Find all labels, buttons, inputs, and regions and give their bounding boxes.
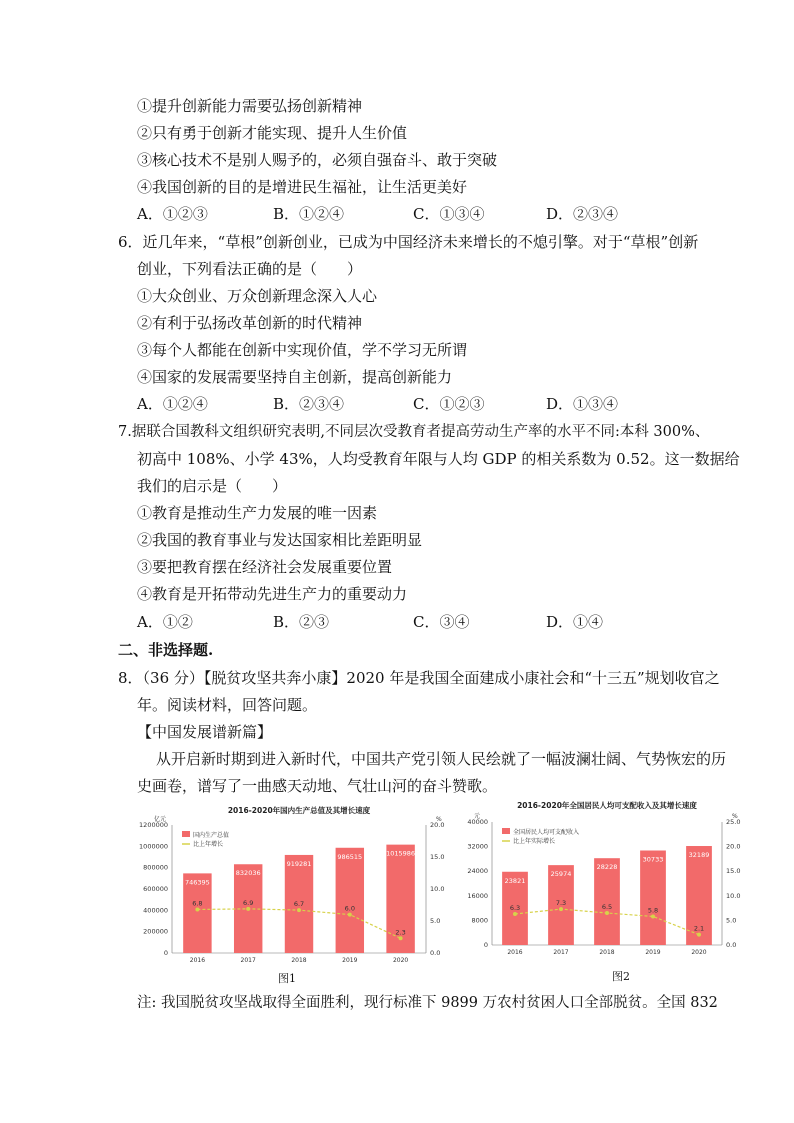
chart-2-bar-value-label: 23821 xyxy=(504,876,526,885)
chart-1-ytick-label: 1000000 xyxy=(139,842,168,851)
chart-1-bar-value-label: 832036 xyxy=(235,869,261,878)
chart-1-category-label: 2019 xyxy=(342,957,358,964)
q5-item-1: ①提升创新能力需要弘扬创新精神 xyxy=(137,97,363,115)
chart-2-growth-point xyxy=(513,912,517,916)
chart-2-bar-value-label: 25974 xyxy=(550,870,572,879)
chart-2-y-unit: 元 xyxy=(474,813,481,820)
chart-1-growth-point xyxy=(246,907,250,911)
chart-1-legend-line-label: 比上年增长 xyxy=(193,841,224,848)
q7-item-1: ①教育是推动生产力发展的唯一因素 xyxy=(137,504,378,522)
chart-1-ytick-label: 600000 xyxy=(143,885,168,893)
chart-2-category-label: 2019 xyxy=(645,949,661,956)
chart-2-growth-value-label: 6.3 xyxy=(509,904,521,913)
q8-sub-title: 【中国发展谱新篇】 xyxy=(137,723,273,741)
chart-1-y2tick-label: 0.0 xyxy=(430,949,441,957)
chart-2-y2tick-label: 0.0 xyxy=(726,941,737,949)
chart-2-category-label: 2020 xyxy=(691,949,707,956)
q8-stem-line-2: 年。阅读材料，回答问题。 xyxy=(137,696,318,714)
chart-1-growth-point xyxy=(195,907,199,911)
chart-2-y2tick-label: 10.0 xyxy=(726,891,741,900)
q5-option-c: C．①③④ xyxy=(413,205,485,223)
chart-1-ytick-label: 1200000 xyxy=(139,821,168,829)
q7-stem-line-3: 我们的启示是（ ） xyxy=(137,477,288,495)
q6-stem-line-2: 创业，下列看法正确的是（ ） xyxy=(137,260,363,278)
chart-1-category-label: 2016 xyxy=(189,957,206,964)
chart-1-y2tick-label: 20.0 xyxy=(430,821,445,829)
q7-option-a: A．①② xyxy=(137,613,193,631)
chart-1-growth-point xyxy=(348,913,352,917)
q8-para-line-1: 从开启新时期到进入新时代，中国共产党引领人民绘就了一幅波澜壮阔、气势恢宏的历 xyxy=(156,750,727,768)
chart-2-growth-value-label: 5.8 xyxy=(647,906,659,915)
chart-2-growth-value-label: 6.5 xyxy=(601,903,613,912)
chart-2-bar-value-label: 32189 xyxy=(688,851,710,860)
q6-option-c: C．①②③ xyxy=(413,395,485,413)
chart-2-svg xyxy=(458,800,750,962)
chart-2-growth-point xyxy=(605,911,609,915)
chart-2-growth-point xyxy=(651,914,655,918)
chart-1-svg xyxy=(138,805,456,967)
chart-1-ytick-label: 800000 xyxy=(143,863,168,872)
q7-stem-line-1: 7.据联合国教科文组织研究表明,不同层次受教育者提高劳动生产率的水平不同:本科 300%、 xyxy=(118,424,710,440)
chart-2-growth-value-label: 2.1 xyxy=(693,924,705,933)
note-line: 注: 我国脱贫攻坚战取得全面胜利，现行标准下 9899 万农村贫困人口全部脱贫。全国 832 xyxy=(137,995,718,1011)
q7-option-c: C．③④ xyxy=(413,613,470,631)
chart-1 xyxy=(138,805,456,967)
chart-1-title: 2016-2020年国内生产总值及其增长速度 xyxy=(227,806,371,815)
chart-2-ytick-label: 8000 xyxy=(471,916,488,925)
q6-item-3: ③每个人都能在创新中实现价值，学不学习无所谓 xyxy=(137,341,468,359)
chart-2-legend-line-label: 比上年实际增长 xyxy=(513,838,556,845)
q5-option-b: B．①②④ xyxy=(273,205,345,223)
q7-option-b: B．②③ xyxy=(273,613,330,631)
q6-item-4: ④国家的发展需要坚持自主创新，提高创新能力 xyxy=(137,368,453,386)
chart-2-bar xyxy=(640,850,666,945)
chart-2-legend-swatch-bar xyxy=(502,828,510,834)
chart-1-ytick-label: 200000 xyxy=(143,927,168,936)
chart-2-category-label: 2016 xyxy=(507,949,523,956)
chart-2-growth-value-label: 7.3 xyxy=(555,899,567,908)
chart-2-ytick-label: 32000 xyxy=(467,842,488,851)
q7-stem-line-2: 初高中 108%、小学 43%，人均受教育年限与人均 GDP 的相关系数为 0.52。这一数据给 xyxy=(137,450,740,468)
q6-option-d: D．①③④ xyxy=(546,395,619,413)
chart-2-ytick-label: 24000 xyxy=(467,867,488,876)
chart-1-ytick-label: 0 xyxy=(163,949,168,957)
chart-1-bar xyxy=(336,848,364,953)
chart-1-growth-value-label: 2.3 xyxy=(395,928,406,937)
chart-1-y-unit: 亿元 xyxy=(154,816,167,823)
chart-1-y2-unit: % xyxy=(436,816,442,823)
chart-2-ytick-label: 0 xyxy=(483,941,488,949)
chart-2-title: 2016-2020年全国居民人均可支配收入及其增长速度 xyxy=(517,801,697,810)
chart-1-category-label: 2020 xyxy=(392,957,409,964)
chart-1-growth-value-label: 6.9 xyxy=(243,898,254,907)
chart-2-growth-point xyxy=(697,933,701,937)
q5-option-d: D．②③④ xyxy=(546,205,619,223)
chart-2-y2tick-label: 15.0 xyxy=(726,867,741,876)
chart-1-bar-value-label: 986515 xyxy=(337,852,363,861)
chart-1-bar-value-label: 746395 xyxy=(184,878,210,887)
chart-1-growth-point xyxy=(399,936,403,940)
q7-option-d: D．①④ xyxy=(546,613,604,631)
section-title: 二、非选择题. xyxy=(118,641,214,659)
chart-1-growth-value-label: 6.7 xyxy=(293,900,305,909)
chart-2-ytick-label: 40000 xyxy=(467,818,488,826)
fig-1-label: 图1 xyxy=(278,972,296,985)
chart-2-category-label: 2018 xyxy=(599,949,615,956)
q8-stem-line-1: 8．（36 分）【脱贫攻坚共奔小康】2020 年是我国全面建成小康社会和“十三五”规划收官之 xyxy=(118,669,720,687)
chart-2-y2tick-label: 5.0 xyxy=(726,916,737,925)
chart-1-growth-value-label: 6.0 xyxy=(344,904,355,913)
chart-2-category-label: 2017 xyxy=(553,949,569,956)
q5-item-2: ②只有勇于创新才能实现、提升人生价值 xyxy=(137,124,408,142)
chart-1-growth-value-label: 6.8 xyxy=(192,899,203,908)
chart-2-y2tick-label: 20.0 xyxy=(726,842,741,851)
q6-item-2: ②有利于弘扬改革创新的时代精神 xyxy=(137,314,363,332)
chart-1-y2tick-label: 5.0 xyxy=(430,917,441,925)
chart-1-category-label: 2017 xyxy=(240,957,256,964)
q7-item-3: ③要把教育摆在经济社会发展重要位置 xyxy=(137,558,393,576)
q5-option-a: A．①②③ xyxy=(137,205,208,223)
chart-1-y2tick-label: 10.0 xyxy=(430,885,445,893)
chart-1-ytick-label: 400000 xyxy=(143,906,168,915)
chart-2-bar xyxy=(594,858,620,945)
q7-item-2: ②我国的教育事业与发达国家相比差距明显 xyxy=(137,531,423,549)
q6-item-1: ①大众创业、万众创新理念深入人心 xyxy=(137,287,378,305)
q7-item-4: ④教育是开拓带动先进生产力的重要动力 xyxy=(137,585,408,603)
q5-item-3: ③核心技术不是别人赐予的，必须自强奋斗、敢于突破 xyxy=(137,151,498,169)
chart-2-bar-value-label: 30733 xyxy=(642,855,664,864)
chart-2-legend-bar-label: 全国居民人均可支配收入 xyxy=(513,829,580,836)
chart-1-bar-value-label: 1015986 xyxy=(386,849,416,858)
chart-1-y2tick-label: 15.0 xyxy=(430,853,445,861)
chart-1-bar-value-label: 919281 xyxy=(286,859,312,868)
q6-option-b: B．②③④ xyxy=(273,395,345,413)
chart-1-category-label: 2018 xyxy=(291,957,307,964)
chart-2-ytick-label: 16000 xyxy=(467,891,488,900)
chart-1-legend-bar-label: 国内生产总值 xyxy=(193,832,230,839)
chart-1-growth-point xyxy=(297,908,301,912)
chart-2-y2-unit: % xyxy=(732,813,738,820)
chart-2 xyxy=(458,800,750,962)
q5-item-4: ④我国创新的目的是增进民生福祉，让生活更美好 xyxy=(137,178,468,196)
q8-para-line-2: 史画卷，谱写了一曲感天动地、气壮山河的奋斗赞歌。 xyxy=(137,777,498,795)
chart-2-bar-value-label: 28228 xyxy=(596,863,618,872)
q6-option-a: A．①②④ xyxy=(137,395,208,413)
chart-1-legend-swatch-bar xyxy=(182,831,190,837)
chart-2-y2tick-label: 25.0 xyxy=(726,818,741,826)
fig-2-label: 图2 xyxy=(612,970,630,983)
chart-2-growth-point xyxy=(559,907,563,911)
q6-stem-line-1: 6．近几年来，“草根”创新创业，已成为中国经济未来增长的不熄引擎。对于“草根”创新 xyxy=(118,233,699,251)
